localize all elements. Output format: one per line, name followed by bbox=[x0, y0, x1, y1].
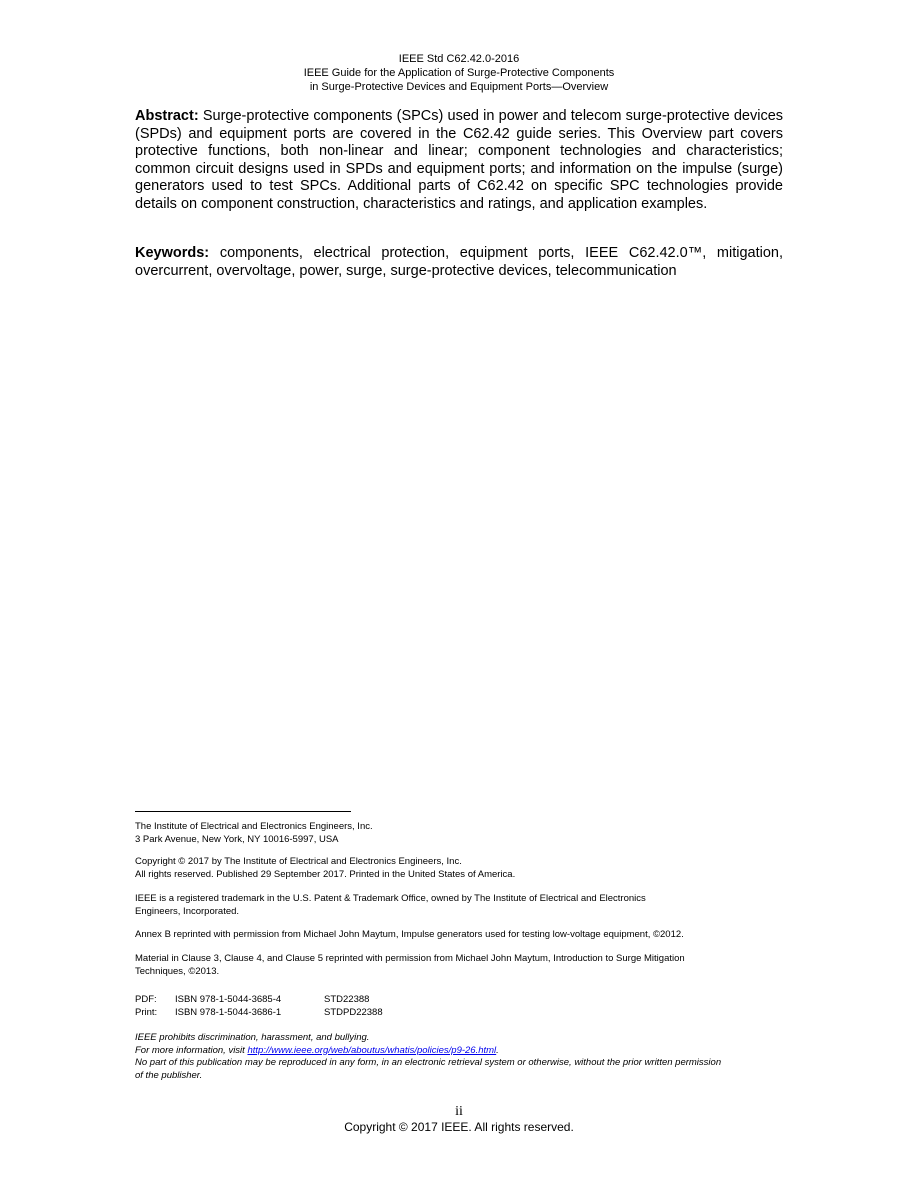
isbn-format: Print: bbox=[135, 1006, 158, 1018]
isbn-row-print bbox=[135, 1007, 795, 1020]
isbn-number: ISBN 978-1-5044-3685-4 bbox=[175, 994, 282, 1005]
policy-suffix: . bbox=[496, 1044, 499, 1056]
isbn-row-pdf bbox=[135, 994, 795, 1007]
publisher-street: 3 Park Avenue, New York, NY 10016-5997, USA bbox=[135, 833, 339, 845]
running-header bbox=[0, 52, 918, 94]
standard-number: IEEE Std C62.42.0-2016 bbox=[398, 53, 520, 65]
document-title-line-1: IEEE Guide for the Application of Surge-Protective Components bbox=[303, 67, 615, 79]
material-permission bbox=[135, 953, 795, 978]
document-title-line-2: in Surge-Protective Devices and Equipment Ports—Overview bbox=[309, 81, 609, 93]
trademark-line-2: Engineers, Incorporated. bbox=[135, 905, 240, 917]
copyright-footer: Copyright © 2017 IEEE. All rights reserved. bbox=[344, 1120, 574, 1134]
abstract-label: Abstract: bbox=[135, 108, 199, 124]
keywords-text: components, electrical protection, equipment ports, IEEE C62.42.0™, mitigation, overcurrent, overvoltage, power, surge, surge-protective devices, telecommunication bbox=[135, 245, 783, 279]
reproduction-line-1: No part of this publication may be reproduced in any form, in an electronic retrieval system or otherwise, without the prior written permission bbox=[135, 1057, 722, 1068]
keywords-paragraph bbox=[135, 245, 783, 280]
keywords-label: Keywords: bbox=[135, 245, 210, 261]
isbn-format: PDF: bbox=[135, 994, 157, 1005]
footnote-divider bbox=[135, 811, 351, 812]
abstract-paragraph bbox=[135, 108, 783, 213]
material-line-2: Techniques, ©2013. bbox=[135, 965, 220, 977]
annex-text: Annex B reprinted with permission from Michael John Maytum, Impulse generators used for testing low-voltage equipment, ©2012. bbox=[135, 929, 684, 940]
copyright-notice bbox=[135, 856, 795, 881]
isbn-code: STDPD22388 bbox=[324, 1006, 383, 1018]
page-number: ii bbox=[455, 1104, 463, 1119]
isbn-code: STD22388 bbox=[324, 994, 370, 1005]
publication-line: All rights reserved. Published 29 September 2017. Printed in the United States of America. bbox=[135, 868, 516, 880]
publisher-name: The Institute of Electrical and Electronics Engineers, Inc. bbox=[135, 821, 373, 832]
policy-prefix: For more information, visit bbox=[135, 1044, 248, 1056]
policy-notice bbox=[135, 1032, 795, 1082]
policy-info-line bbox=[135, 1045, 795, 1058]
annex-permission bbox=[135, 929, 795, 942]
material-line-1: Material in Clause 3, Clause 4, and Clause 5 reprinted with permission from Michael John Maytum, Introduction to Surge Mitigation bbox=[135, 953, 685, 964]
abstract-text: Surge-protective components (SPCs) used in power and telecom surge-protective devices (SPDs) and equipment ports are covered in the C62.42 guide series. This Overview part covers protective functions, both non-linear and linear; component technologies and characteristics; common circuit designs used in SPDs and equipment ports; and information on the impulse (surge) generators used to test SPCs. Additional parts of C62.42 on specific SPC technologies provide details on component construction, characteristics and ratings, and application examples. bbox=[135, 108, 784, 212]
isbn-list bbox=[135, 994, 795, 1019]
policy-link[interactable]: http://www.ieee.org/web/aboutus/whatis/policies/p9-26.html bbox=[247, 1044, 497, 1056]
trademark-line-1: IEEE is a registered trademark in the U.S. Patent & Trademark Office, owned by The Institute of Electrical and Electronics bbox=[135, 893, 646, 904]
isbn-number: ISBN 978-1-5044-3686-1 bbox=[175, 1006, 282, 1018]
publisher-address bbox=[135, 821, 795, 846]
copyright-line: Copyright © 2017 by The Institute of Electrical and Electronics Engineers, Inc. bbox=[135, 856, 462, 867]
reproduction-line-2: of the publisher. bbox=[135, 1069, 203, 1081]
trademark-notice bbox=[135, 893, 795, 918]
policy-statement: IEEE prohibits discrimination, harassment, and bullying. bbox=[135, 1032, 370, 1043]
